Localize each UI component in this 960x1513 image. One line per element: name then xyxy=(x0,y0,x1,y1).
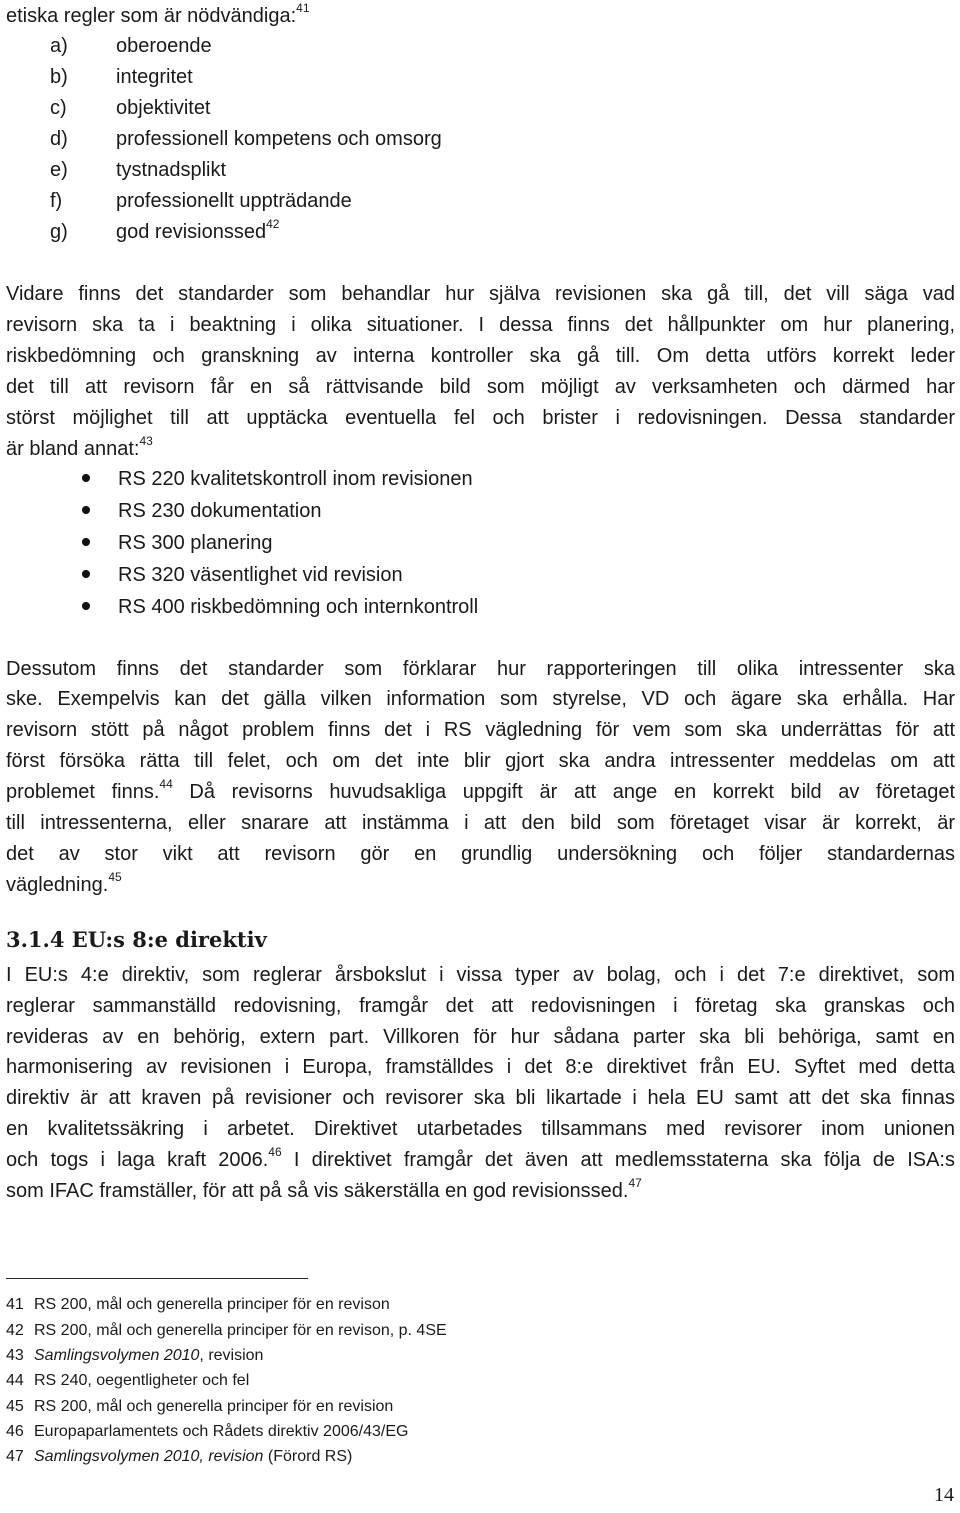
bullet-icon xyxy=(82,570,90,578)
footnote-italic: Samlingsvolymen 2010, revision xyxy=(34,1448,264,1465)
para1-line-last xyxy=(6,434,153,461)
footnote-number: 42 xyxy=(6,1322,24,1339)
para3-line: revideras av en behörig, extern part. Villkoren för hur sådana parter ska bli behöriga, samt en xyxy=(6,1026,955,1048)
alpha-list-item xyxy=(50,65,193,89)
bullet-item xyxy=(82,467,473,491)
footnote-ref-42: 42 xyxy=(266,217,280,232)
footnote xyxy=(6,1345,263,1367)
list-label: d) xyxy=(50,128,68,150)
list-text: god revisionssed xyxy=(116,221,267,243)
footnote-number: 41 xyxy=(6,1296,24,1313)
footnote-ref-46: 46 xyxy=(268,1145,282,1160)
list-text: professionellt uppträdande xyxy=(116,190,352,212)
bullet-text: RS 230 dokumentation xyxy=(118,500,322,522)
para3-line: I EU:s 4:e direktiv, som reglerar årsbokslut i vissa typer av bolag, och i det 7:e direktivet, som xyxy=(6,964,955,986)
para2-line: det av stor vikt att revisorn gör en grundlig undersökning och följer standardernas xyxy=(6,843,955,865)
footnote xyxy=(6,1370,249,1392)
intro-text: etiska regler som är nödvändiga: xyxy=(6,5,297,27)
footnote-number: 44 xyxy=(6,1372,24,1389)
footnote-separator xyxy=(6,1278,308,1279)
para3-line: harmonisering av revisionen i Europa, framställdes i det 8:e direktivet från EU. Syftet med detta xyxy=(6,1056,955,1078)
bullet-item xyxy=(82,499,322,523)
footnote xyxy=(6,1396,393,1418)
para3-text: I direktivet framgår det även att medlemsstaterna ska följa de ISA:s xyxy=(293,1149,955,1171)
list-label: a) xyxy=(50,35,68,57)
para1-line: riskbedömning och granskning av interna kontroller ska gå till. Om detta utförs korrekt leder xyxy=(6,345,955,367)
footnote-number: 43 xyxy=(6,1347,24,1364)
list-label: g) xyxy=(50,221,68,243)
bullet-text: RS 320 väsentlighet vid revision xyxy=(118,564,403,586)
para3-line: direktiv är att kraven på revisioner och revisorer ska bli likartade i hela EU samt att det ska finnas xyxy=(6,1087,955,1109)
para2-line: till intressenterna, eller snarare att instämma i att den bild som företaget visar är korrekt, är xyxy=(6,812,955,834)
footnote-ref-44: 44 xyxy=(159,777,173,792)
bullet-item xyxy=(82,563,403,587)
para3-line xyxy=(6,1145,955,1172)
footnote-number: 46 xyxy=(6,1423,24,1440)
page-number: 14 xyxy=(934,1484,954,1506)
para1-text: är bland annat: xyxy=(6,438,140,460)
list-label: c) xyxy=(50,97,67,119)
bullet-icon xyxy=(82,474,90,482)
list-label: e) xyxy=(50,159,68,181)
para1-line: det till att revisorn får en så rättvisande bild som möjligt av verksamheten och därmed har xyxy=(6,376,955,398)
bullet-icon xyxy=(82,538,90,546)
footnote-ref-47: 47 xyxy=(628,1176,642,1191)
para3-line: reglerar sammanställd redovisning, framgår det att redovisningen i företag ska granskas och xyxy=(6,995,955,1017)
para2-line-last xyxy=(6,870,122,897)
para2-text: Då revisorns huvudsakliga uppgift är att ange en korrekt bild av företaget xyxy=(189,781,956,803)
footnote xyxy=(6,1320,447,1342)
footnote-text: RS 200, mål och generella principer för en revison, p. 4SE xyxy=(34,1322,447,1339)
bullet-text: RS 300 planering xyxy=(118,532,273,554)
para2-text: problemet finns. xyxy=(6,781,160,803)
footnote-text: Europaparlamentets och Rådets direktiv 2006/43/EG xyxy=(34,1423,409,1440)
footnote-ref-45: 45 xyxy=(108,870,122,885)
bullet-item xyxy=(82,531,273,555)
footnote-text: RS 200, mål och generella principer för en revision xyxy=(34,1398,394,1415)
alpha-list-item xyxy=(50,158,226,182)
list-label: f) xyxy=(50,190,63,212)
para3-line: en kvalitetssäkring i arbetet. Direktivet utarbetades tillsammans med revisorer inom unionen xyxy=(6,1118,955,1140)
intro-line xyxy=(6,1,310,28)
footnote-text: RS 200, mål och generella principer för en revison xyxy=(34,1296,390,1313)
bullet-icon xyxy=(82,506,90,514)
footnote-number: 47 xyxy=(6,1448,24,1465)
para3-line-last xyxy=(6,1176,642,1203)
para2-text: vägledning. xyxy=(6,874,109,896)
bullet-text: RS 400 riskbedömning och internkontroll xyxy=(118,596,479,618)
bullet-text: RS 220 kvalitetskontroll inom revisionen xyxy=(118,468,473,490)
list-text: tystnadsplikt xyxy=(116,159,227,181)
footnote-text: , revision xyxy=(199,1347,264,1364)
footnote xyxy=(6,1294,390,1316)
para2-line: revisorn stött på något problem finns det i RS vägledning för vem som ska underrättas för att xyxy=(6,719,955,741)
para2-line: Dessutom finns det standarder som förklarar hur rapporteringen till olika intressenter ska xyxy=(6,658,955,680)
bullet-icon xyxy=(82,602,90,610)
list-label: b) xyxy=(50,66,68,88)
alpha-list-item xyxy=(50,127,442,151)
para2-line: ske. Exempelvis kan det gälla vilken information som styrelse, VD och ägare ska erhålla. Har xyxy=(6,688,955,710)
footnote-italic: Samlingsvolymen 2010 xyxy=(34,1347,200,1364)
para1-line: revisorn ska ta i beaktning i olika situationer. I dessa finns det hållpunkter om hur planering, xyxy=(6,314,955,336)
para2-line: först försöka rätta till felet, och om det inte blir gjort ska andra intressenter meddelas om att xyxy=(6,750,955,772)
section-heading: 3.1.4 EU:s 8:e direktiv xyxy=(6,927,267,952)
alpha-list-item xyxy=(50,96,211,120)
para1-line: störst möjlighet till att upptäcka eventuella fel och brister i redovisningen. Dessa standarder xyxy=(6,407,955,429)
list-text: integritet xyxy=(116,66,193,88)
footnote-ref-43: 43 xyxy=(139,434,153,449)
alpha-list-item xyxy=(50,189,352,213)
list-text: professionell kompetens och omsorg xyxy=(116,128,442,150)
para1-line: Vidare finns det standarder som behandlar hur själva revisionen ska gå till, det vill säga vad xyxy=(6,283,955,305)
footnote-text: (Förord RS) xyxy=(263,1448,353,1465)
bullet-item xyxy=(82,595,479,619)
footnote-text: RS 240, oegentligheter och fel xyxy=(34,1372,250,1389)
list-text: oberoende xyxy=(116,35,212,57)
para3-text: och togs i laga kraft 2006. xyxy=(6,1149,269,1171)
list-text: objektivitet xyxy=(116,97,211,119)
alpha-list-item xyxy=(50,217,280,244)
footnote-ref-41: 41 xyxy=(296,1,310,16)
para3-text: som IFAC framställer, för att på så vis säkerställa en god revisionssed. xyxy=(6,1180,629,1202)
footnote xyxy=(6,1421,408,1443)
alpha-list-item xyxy=(50,34,212,58)
footnote xyxy=(6,1446,352,1468)
footnote-number: 45 xyxy=(6,1398,24,1415)
para2-line xyxy=(6,777,956,804)
